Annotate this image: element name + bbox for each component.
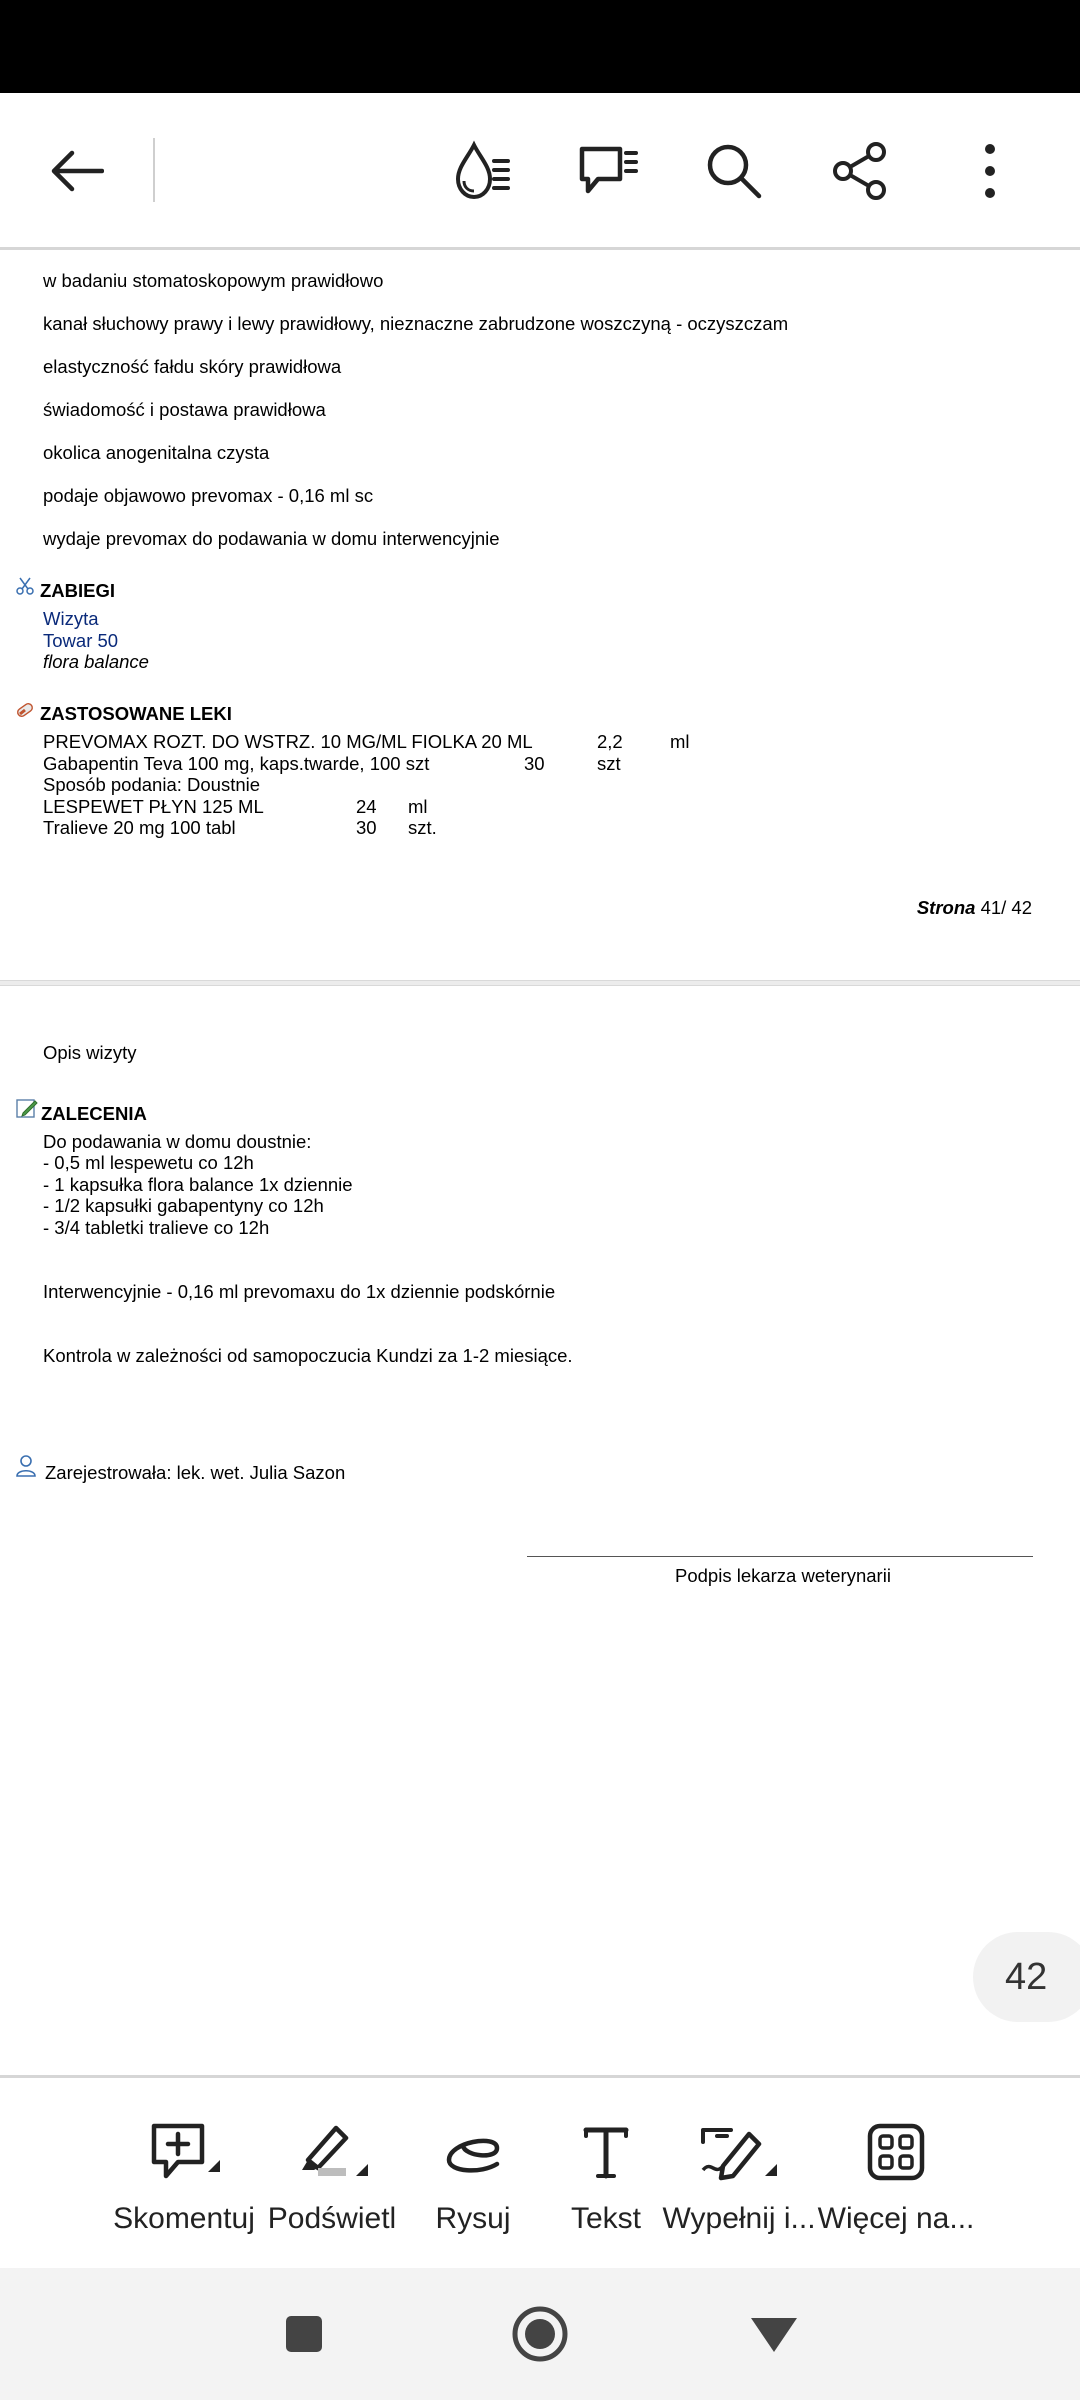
zalecenia-line: - 0,5 ml lespewetu co 12h	[43, 1152, 254, 1173]
more-vertical-icon	[980, 141, 1000, 201]
bottom-toolbar	[0, 2078, 1080, 2268]
exam-line: świadomość i postawa prawidłowa	[43, 399, 326, 420]
interwencyjnie-line: Interwencyjnie - 0,16 ml prevomaxu do 1x dziennie podskórnie	[43, 1281, 556, 1302]
zalecenia-line: Do podawania w domu doustnie:	[43, 1131, 312, 1152]
recents-button[interactable]	[264, 2298, 344, 2370]
search-button[interactable]	[696, 133, 772, 209]
exam-line: kanał słuchowy prawy i lewy prawidłowy, nieznaczne zabrudzone woszczyną - oczyszczam	[43, 313, 789, 334]
drug-name: Gabapentin Teva 100 mg, kaps.twarde, 100 szt	[43, 753, 430, 774]
pill-icon	[15, 700, 35, 720]
status-bar	[0, 0, 1080, 93]
draw-icon	[441, 2120, 505, 2184]
highlight-tool[interactable]	[257, 2078, 407, 2236]
drug-qty: 2,2	[597, 731, 623, 752]
text-tool[interactable]	[531, 2078, 681, 2236]
liquid-mode-button[interactable]	[444, 133, 520, 209]
toolbar-divider	[0, 247, 1080, 250]
triangle-down-icon	[749, 2314, 799, 2354]
leki-heading: ZASTOSOWANE LEKI	[40, 703, 232, 724]
more-tools-icon	[866, 2122, 926, 2182]
fill-sign-tool[interactable]	[664, 2078, 814, 2236]
opis-wizyty: Opis wizyty	[43, 1042, 137, 1063]
zalecenia-heading: ZALECENIA	[41, 1103, 147, 1124]
exam-line: elastyczność fałdu skóry prawidłowa	[43, 356, 342, 377]
zabiegi-heading: ZABIEGI	[40, 580, 116, 601]
fill-sign-icon	[697, 2120, 781, 2184]
highlighter-icon	[292, 2120, 372, 2184]
page-footer	[917, 897, 1032, 919]
exam-line: w badaniu stomatoskopowym prawidłowo	[43, 270, 384, 291]
zalecenia-line: - 3/4 tabletki tralieve co 12h	[43, 1217, 270, 1238]
zalecenia-line: - 1 kapsułka flora balance 1x dziennie	[43, 1174, 353, 1195]
comments-button[interactable]	[570, 133, 646, 209]
tool-label: Więcej na...	[817, 2202, 975, 2235]
drug-unit: szt.	[408, 817, 437, 838]
home-circle-icon	[510, 2304, 570, 2364]
exam-line: okolica anogenitalna czysta	[43, 442, 270, 463]
zalecenia-line: - 1/2 kapsułki gabapentyny co 12h	[43, 1195, 324, 1216]
toolbar-separator	[153, 138, 155, 202]
drug-unit: ml	[408, 796, 428, 817]
drug-name: PREVOMAX ROZT. DO WSTRZ. 10 MG/ML FIOLKA 20 ML	[43, 731, 533, 752]
drug-name: LESPEWET PŁYN 125 ML	[43, 796, 264, 817]
kontrola-line: Kontrola w zależności od samopoczucia Kundzi za 1-2 miesiące.	[43, 1345, 573, 1366]
registered-by: Zarejestrowała: lek. wet. Julia Sazon	[45, 1462, 346, 1483]
zabiegi-item: flora balance	[43, 651, 149, 672]
tool-label: Tekst	[570, 2202, 642, 2235]
signature-line	[527, 1556, 1033, 1557]
share-icon	[829, 140, 891, 202]
drug-unit: ml	[670, 731, 690, 752]
edit-note-icon	[15, 1096, 39, 1120]
add-comment-icon	[144, 2120, 224, 2184]
comments-list-icon	[576, 141, 640, 201]
draw-tool[interactable]	[398, 2078, 548, 2236]
back-nav-button[interactable]	[734, 2298, 814, 2370]
more-button[interactable]	[952, 133, 1028, 209]
tool-label: Rysuj	[435, 2202, 511, 2235]
page-separator	[0, 980, 1080, 986]
page-number-badge[interactable]: 42	[973, 1932, 1080, 2022]
scissors-icon	[15, 576, 35, 596]
system-nav-bar	[0, 2268, 1080, 2400]
zabiegi-item: Wizyta	[43, 608, 99, 629]
drug-qty: 30	[524, 753, 545, 774]
drug-qty: 30	[356, 817, 377, 838]
tool-label: Skomentuj	[113, 2202, 255, 2235]
drug-unit: szt	[597, 753, 621, 774]
comment-tool[interactable]	[109, 2078, 259, 2236]
share-button[interactable]	[822, 133, 898, 209]
back-button[interactable]	[40, 135, 112, 207]
text-icon	[578, 2120, 634, 2184]
arrow-left-icon	[48, 149, 104, 193]
more-tools[interactable]	[817, 2078, 975, 2236]
square-icon	[284, 2314, 324, 2354]
drug-name: Sposób podania: Doustnie	[43, 774, 261, 795]
tool-label: Wypełnij i...	[662, 2202, 816, 2235]
zabiegi-item: Towar 50	[43, 630, 119, 651]
signature-label: Podpis lekarza weterynarii	[675, 1565, 891, 1586]
top-toolbar	[0, 93, 1080, 247]
doctor-icon	[14, 1454, 38, 1478]
exam-line: wydaje prevomax do podawania w domu interwencyjnie	[43, 528, 500, 549]
home-button[interactable]	[500, 2294, 580, 2374]
tool-label: Podświetl	[267, 2202, 397, 2235]
drug-qty: 24	[356, 796, 377, 817]
liquid-mode-icon	[450, 139, 514, 203]
search-icon	[704, 141, 764, 201]
exam-line: podaje objawowo prevomax - 0,16 ml sc	[43, 485, 374, 506]
page-footer-value: 41/ 42	[980, 897, 1032, 918]
page-footer-label: Strona	[916, 897, 976, 918]
drug-name: Tralieve 20 mg 100 tabl	[43, 817, 236, 838]
